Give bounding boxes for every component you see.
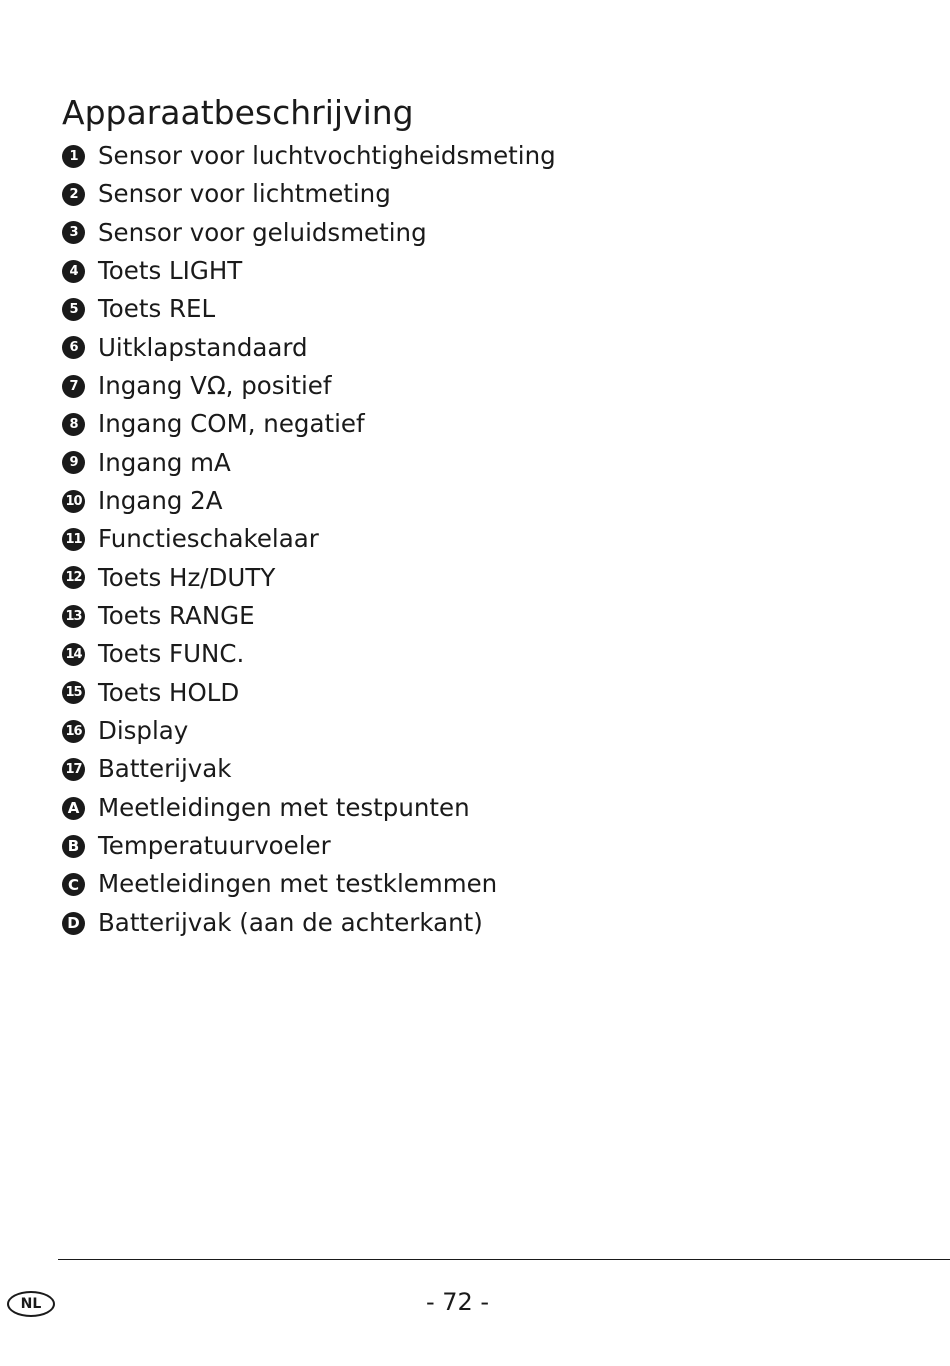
- part-label: Ingang VΩ, positief: [98, 370, 332, 400]
- number-badge: 16: [62, 720, 85, 743]
- number-badge: 1: [62, 145, 85, 168]
- part-label: Batterijvak (aan de achterkant): [98, 907, 483, 937]
- part-label: Uitklapstandaard: [98, 332, 308, 362]
- list-item: [62, 597, 556, 635]
- number-badge: 12: [62, 566, 85, 589]
- part-label: Toets LIGHT: [98, 255, 243, 285]
- list-item: [62, 751, 556, 789]
- list-item: [62, 866, 556, 904]
- list-item: [62, 137, 556, 175]
- part-label: Toets FUNC.: [98, 639, 245, 669]
- number-badge: 11: [62, 528, 85, 551]
- part-label: Sensor voor geluidsmeting: [98, 217, 427, 247]
- page-number: - 72 -: [425, 1288, 490, 1316]
- part-label: Sensor voor lichtmeting: [98, 179, 391, 209]
- list-item: [62, 329, 556, 367]
- number-badge: 7: [62, 375, 85, 398]
- number-badge: 15: [62, 681, 85, 704]
- list-item: [62, 520, 556, 558]
- number-badge: 14: [62, 643, 85, 666]
- number-badge: 17: [62, 758, 85, 781]
- part-label: Toets Hz/DUTY: [98, 562, 276, 592]
- number-badge: 3: [62, 221, 85, 244]
- page-title: Apparaatbeschrijving: [62, 93, 414, 132]
- letter-badge: C: [62, 873, 85, 896]
- part-label: Toets HOLD: [98, 677, 240, 707]
- number-badge: 9: [62, 451, 85, 474]
- list-item: [62, 252, 556, 290]
- number-badge: 5: [62, 298, 85, 321]
- number-badge: 6: [62, 336, 85, 359]
- list-item: [62, 367, 556, 405]
- number-badge: 13: [62, 605, 85, 628]
- list-item: [62, 405, 556, 443]
- list-item: [62, 175, 556, 213]
- part-label: Meetleidingen met testklemmen: [98, 869, 498, 899]
- part-label: Toets REL: [98, 294, 216, 324]
- number-badge: 8: [62, 413, 85, 436]
- letter-badge: B: [62, 835, 85, 858]
- letter-badge: D: [62, 912, 85, 935]
- parts-list: [62, 137, 556, 942]
- part-label: Ingang COM, negatief: [98, 409, 365, 439]
- part-label: Batterijvak: [98, 754, 232, 784]
- letter-badge: A: [62, 797, 85, 820]
- list-item: [62, 904, 556, 942]
- number-badge: 10: [62, 490, 85, 513]
- list-item: [62, 444, 556, 482]
- list-item: [62, 712, 556, 750]
- list-item: [62, 789, 556, 827]
- list-item: [62, 290, 556, 328]
- part-label: Temperatuurvoeler: [98, 831, 331, 861]
- part-label: Ingang mA: [98, 447, 231, 477]
- number-badge: 4: [62, 260, 85, 283]
- part-label: Functieschakelaar: [98, 524, 319, 554]
- number-badge: 2: [62, 183, 85, 206]
- part-label: Display: [98, 716, 189, 746]
- list-item: [62, 674, 556, 712]
- list-item: [62, 559, 556, 597]
- language-badge: NL: [7, 1291, 55, 1317]
- list-item: [62, 214, 556, 252]
- part-label: Toets RANGE: [98, 601, 255, 631]
- footer-divider: [58, 1259, 950, 1260]
- part-label: Sensor voor luchtvochtigheidsmeting: [98, 140, 556, 170]
- list-item: [62, 827, 556, 865]
- part-label: Meetleidingen met testpunten: [98, 792, 470, 822]
- part-label: Ingang 2A: [98, 486, 223, 516]
- list-item: [62, 635, 556, 673]
- list-item: [62, 482, 556, 520]
